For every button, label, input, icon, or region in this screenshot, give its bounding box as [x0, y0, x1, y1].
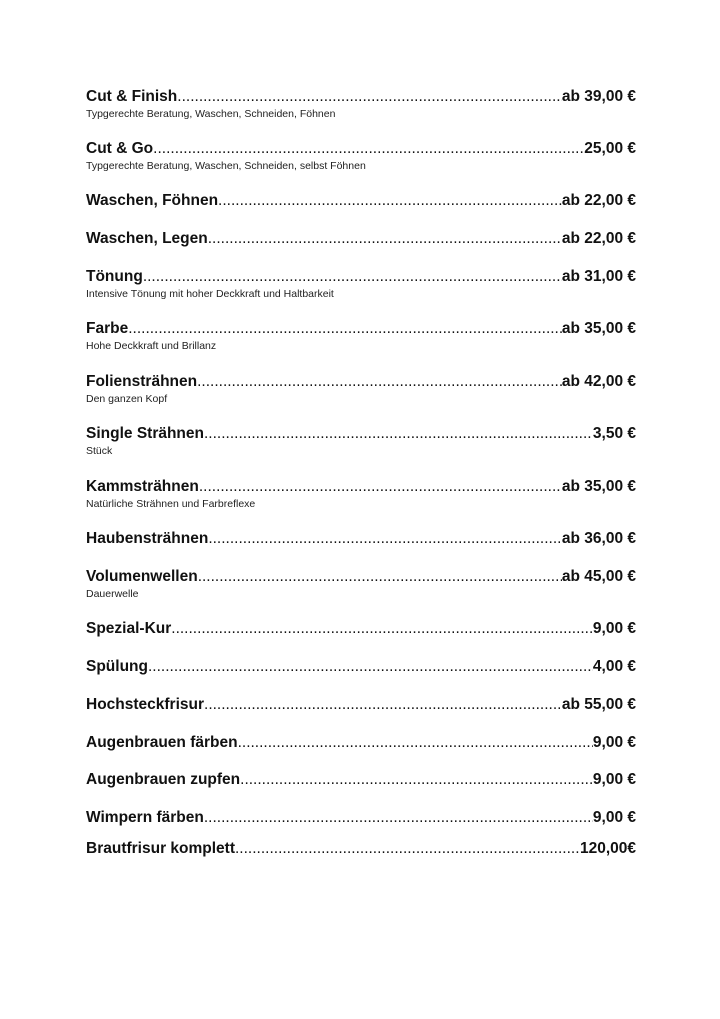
item-name: Hochsteckfrisur — [86, 696, 205, 713]
list-item — [86, 424, 636, 458]
dot-leader — [208, 529, 562, 549]
dot-leader — [197, 372, 562, 392]
item-name: Cut & Go — [86, 140, 154, 157]
dot-leader — [177, 87, 562, 107]
list-item — [86, 808, 636, 828]
item-price: ab 35,00 € — [561, 320, 636, 337]
item-price: 120,00€ — [579, 840, 636, 857]
item-name: Cut & Finish — [86, 88, 178, 105]
item-description: Typgerechte Beratung, Waschen, Schneiden, Föhnen — [86, 108, 336, 120]
item-name: Foliensträhnen — [86, 373, 198, 390]
dot-leader — [204, 424, 593, 444]
item-price: 25,00 € — [584, 140, 636, 157]
dot-leader — [238, 733, 593, 753]
item-name: Waschen, Föhnen — [86, 192, 219, 209]
dot-leader — [171, 619, 593, 639]
item-name: Spezial-Kur — [86, 620, 172, 637]
item-name: Brautfrisur komplett — [86, 840, 235, 857]
item-price: ab 55,00 € — [561, 696, 636, 713]
item-name: Augenbrauen färben — [86, 734, 238, 751]
list-item — [86, 695, 636, 715]
item-description: Natürliche Strähnen und Farbreflexe — [86, 498, 256, 510]
item-description: Stück — [86, 445, 113, 457]
dot-leader — [199, 477, 562, 497]
item-price: 3,50 € — [592, 425, 636, 442]
item-name: Kammsträhnen — [86, 478, 199, 495]
item-price: ab 36,00 € — [561, 530, 636, 547]
item-price: ab 31,00 € — [561, 268, 636, 285]
dot-leader — [204, 808, 593, 828]
dot-leader — [218, 191, 562, 211]
dot-leader — [204, 695, 562, 715]
price-list — [86, 0, 636, 1019]
dot-leader — [235, 839, 580, 859]
list-item — [86, 229, 636, 249]
dot-leader — [198, 567, 562, 587]
item-name: Wimpern färben — [86, 809, 204, 826]
item-price: ab 22,00 € — [561, 192, 636, 209]
item-price: ab 45,00 € — [561, 568, 636, 585]
list-item — [86, 372, 636, 406]
item-price: 9,00 € — [592, 620, 636, 637]
dot-leader — [240, 770, 593, 790]
list-item — [86, 87, 636, 121]
item-price: 9,00 € — [592, 809, 636, 826]
dot-leader — [153, 139, 584, 159]
item-name: Augenbrauen zupfen — [86, 771, 241, 788]
item-price: ab 39,00 € — [561, 88, 636, 105]
list-item — [86, 191, 636, 211]
list-item — [86, 839, 636, 859]
item-name: Waschen, Legen — [86, 230, 208, 247]
item-price: ab 22,00 € — [561, 230, 636, 247]
item-description: Den ganzen Kopf — [86, 393, 168, 405]
item-name: Haubensträhnen — [86, 530, 209, 547]
item-description: Typgerechte Beratung, Waschen, Schneiden, selbst Föhnen — [86, 160, 366, 172]
item-price: ab 42,00 € — [561, 373, 636, 390]
item-price: 9,00 € — [592, 734, 636, 751]
list-item — [86, 139, 636, 173]
item-name: Farbe — [86, 320, 129, 337]
item-name: Volumenwellen — [86, 568, 198, 585]
list-item — [86, 733, 636, 753]
list-item — [86, 567, 636, 601]
item-price: 9,00 € — [592, 771, 636, 788]
item-price: ab 35,00 € — [561, 478, 636, 495]
list-item — [86, 477, 636, 511]
item-name: Spülung — [86, 658, 148, 675]
list-item — [86, 529, 636, 549]
dot-leader — [208, 229, 562, 249]
item-name: Single Strähnen — [86, 425, 204, 442]
item-description: Dauerwelle — [86, 588, 139, 600]
item-description: Intensive Tönung mit hoher Deckkraft und Haltbarkeit — [86, 288, 334, 300]
list-item — [86, 657, 636, 677]
list-item — [86, 319, 636, 353]
dot-leader — [148, 657, 593, 677]
list-item — [86, 267, 636, 301]
list-item — [86, 619, 636, 639]
dot-leader — [128, 319, 562, 339]
dot-leader — [143, 267, 562, 287]
item-description: Hohe Deckkraft und Brillanz — [86, 340, 217, 352]
item-name: Tönung — [86, 268, 143, 285]
list-item — [86, 770, 636, 790]
item-price: 4,00 € — [592, 658, 636, 675]
